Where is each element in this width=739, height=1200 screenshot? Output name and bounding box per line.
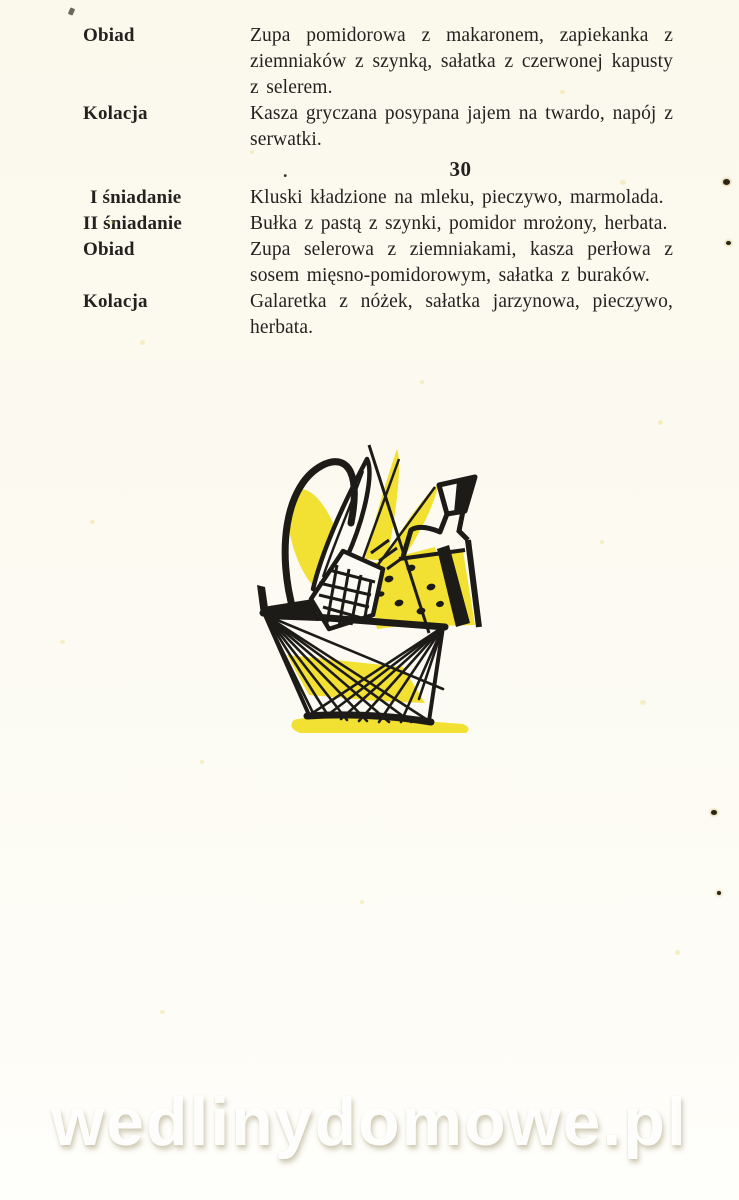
day-number-heading	[250, 157, 671, 181]
scan-speck	[717, 891, 721, 895]
menu-row	[83, 211, 673, 237]
meal-description: Kluski kładzione na mleku, pieczywo, marmolada.	[250, 187, 664, 208]
scan-speck	[726, 241, 731, 245]
meal-description: Galaretka z nóżek, sałatka jarzynowa, pieczywo, herbata.	[250, 291, 673, 338]
meal-description: Kasza gryczana posypana jajem na twardo, napój z serwatki.	[250, 103, 673, 150]
paper-speck	[110, 220, 114, 224]
day-number: 30	[449, 157, 472, 181]
menu-row	[83, 289, 673, 341]
paper-speck	[250, 150, 254, 154]
scan-speck	[723, 179, 730, 185]
paper-speck	[90, 520, 95, 524]
paper-speck	[640, 700, 646, 705]
menu-row	[83, 23, 673, 101]
paper-speck	[60, 640, 65, 644]
watermark: wedlinydomowe.pl	[51, 1084, 688, 1160]
paper-speck	[360, 900, 364, 904]
meal-description: Bułka z pastą z szynki, pomidor mrożony, herbata.	[250, 213, 668, 234]
paper-speck	[420, 380, 424, 384]
menu-content	[83, 23, 673, 341]
paper-speck	[658, 420, 663, 425]
menu-row	[83, 185, 673, 211]
scan-mark	[68, 7, 75, 15]
stray-print-dot: .	[283, 161, 288, 181]
paper-speck	[675, 950, 680, 955]
paper-speck	[160, 1010, 165, 1014]
paper-speck	[560, 90, 565, 94]
paper-speck	[200, 760, 204, 764]
menu-row	[83, 101, 673, 153]
meal-description: Zupa pomidorowa z makaronem, zapiekanka z ziemniaków z szynką, sałatka z czerwonej kapusty z selerem.	[250, 25, 673, 98]
meal-label: I śniadanie	[90, 187, 182, 208]
meal-label: II śniadanie	[83, 213, 183, 234]
meal-description: Zupa selerowa z ziemniakami, kasza perłowa z sosem mięsno-pomidorowym, sałatka z buraków.	[250, 239, 673, 286]
paper-speck	[600, 540, 604, 544]
meal-label: Obiad	[83, 25, 135, 46]
paper-speck	[620, 180, 626, 185]
scan-speck	[711, 810, 717, 815]
paper-speck	[140, 340, 145, 345]
menu-row	[83, 237, 673, 289]
meal-label: Kolacja	[83, 103, 148, 124]
meal-label: Kolacja	[83, 291, 148, 312]
meal-label: Obiad	[83, 239, 135, 260]
picnic-basket-illustration	[253, 437, 503, 733]
